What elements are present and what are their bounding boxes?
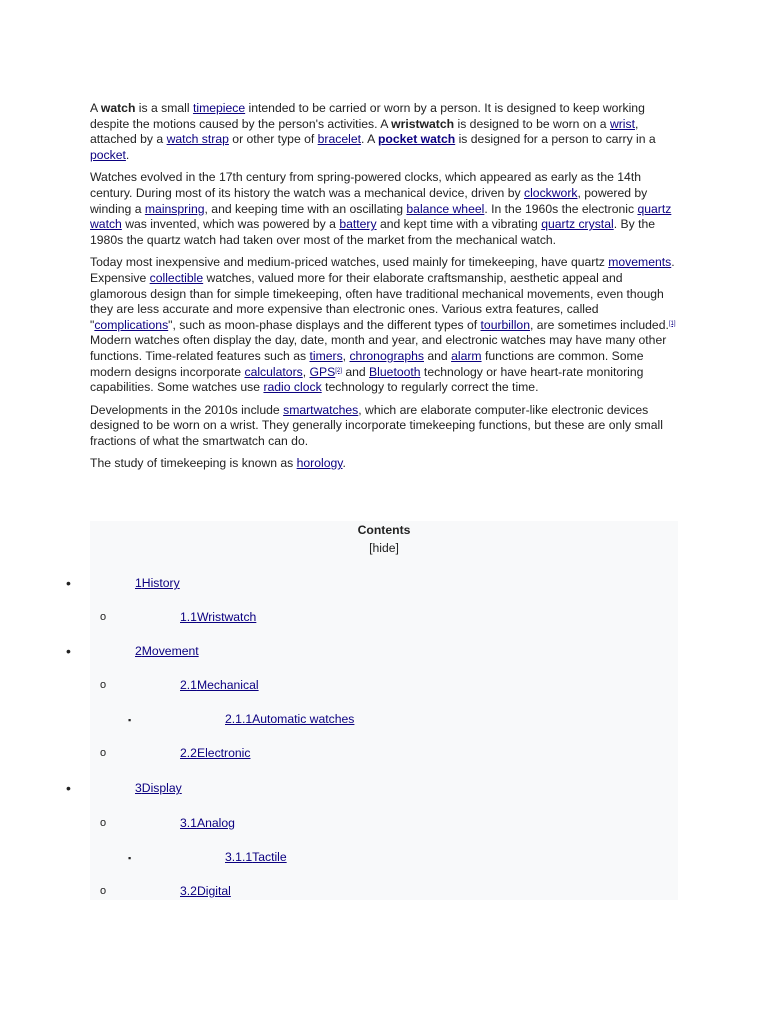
text: is designed for a person to carry in a [455, 132, 656, 147]
text: . By the 1980s the quartz watch had taken over most of the market from the mechanical watch. [90, 217, 656, 247]
toc-item-electronic[interactable]: 2.2Electronic [180, 746, 251, 760]
text: watches, valued more for their elaborate craftsmanship, aesthetic appeal and glamorous design than for simple timekeeping, often have traditional mechanical movements, even though they are less accurate and more expensive than electronic ones. Various extra features, called " [90, 270, 664, 332]
text: , which are elaborate computer-like electronic devices designed to be worn on a wrist. They generally incorporate timekeeping functions, but these are only small fractions of what the smartwatch can do. [90, 402, 663, 448]
toc-item-history[interactable]: 1History [135, 576, 180, 590]
text: Today most inexpensive and medium-priced watches, used mainly for timekeeping, have quartz [90, 255, 609, 270]
link-pocket-watch[interactable]: pocket watch [377, 132, 456, 147]
toc-bullet: • [66, 780, 71, 796]
link-balance-wheel[interactable]: balance wheel [406, 201, 485, 216]
text: is a small [135, 101, 193, 115]
link-mainspring[interactable]: mainspring [144, 201, 205, 216]
paragraph-today [90, 255, 680, 395]
toc-bullet: ▪ [128, 853, 132, 863]
toc-bullet: o [100, 747, 107, 759]
link-timers[interactable]: timers [309, 348, 343, 363]
toc-item-automatic-watches[interactable]: 2.1.1Automatic watches [225, 712, 355, 726]
text: Developments in the 2010s include [90, 402, 284, 417]
toc-bullet: o [100, 611, 107, 623]
toc-bullet: o [100, 885, 107, 897]
citation-2[interactable]: [2] [335, 367, 342, 374]
paragraph-intro [90, 101, 680, 163]
link-chronographs[interactable]: chronographs [349, 348, 424, 363]
text: . In the 1960s the electronic [484, 201, 638, 216]
toc-bullet: • [66, 643, 71, 659]
text: . [342, 456, 346, 471]
link-pocket[interactable]: pocket [90, 147, 126, 162]
link-watch-strap[interactable]: watch strap [166, 132, 229, 147]
link-wrist[interactable]: wrist [609, 116, 635, 131]
toc-item-mechanical[interactable]: 2.1Mechanical [180, 678, 259, 692]
text: and [341, 364, 370, 379]
article-body [90, 101, 680, 479]
link-movements[interactable]: movements [608, 255, 672, 270]
text: ", such as moon-phase displays and the different types of [168, 317, 481, 332]
link-battery[interactable]: battery [339, 217, 377, 232]
term-wristwatch: wristwatch [391, 116, 455, 131]
text: , and keeping time with an oscillating [204, 201, 407, 216]
link-radio-clock[interactable]: radio clock [263, 380, 322, 395]
toc-bullet: • [66, 575, 71, 591]
paragraph-history [90, 170, 680, 248]
link-collectible[interactable]: collectible [149, 270, 204, 285]
text: Modern watches often display the day, date, month and year, and electronic watches may have many other functions. Time-related features such as [90, 333, 667, 363]
toc-toggle [90, 541, 678, 557]
link-bluetooth[interactable]: Bluetooth [369, 364, 421, 379]
text: technology or have heart-rate monitoring capabilities. Some watches use [90, 364, 644, 395]
toc-bullet: o [100, 679, 107, 691]
text: and [423, 348, 452, 363]
paragraph-horology [90, 456, 680, 472]
toc-hide-button[interactable]: [hide] [369, 541, 399, 555]
link-clockwork[interactable]: clockwork [523, 185, 578, 200]
toc-item-analog[interactable]: 3.1Analog [180, 816, 235, 830]
link-timepiece[interactable]: timepiece [192, 101, 246, 115]
toc-item-digital[interactable]: 3.2Digital [180, 884, 231, 898]
toc-item-tactile[interactable]: 3.1.1Tactile [225, 850, 287, 864]
link-calculators[interactable]: calculators [244, 364, 303, 379]
link-smartwatches[interactable]: smartwatches [283, 402, 359, 417]
toc-item-wristwatch[interactable]: 1.1Wristwatch [180, 610, 257, 624]
link-tourbillon[interactable]: tourbillon [480, 317, 530, 332]
text: , [302, 364, 310, 379]
text: or other type of [228, 132, 318, 147]
text: and kept time with a vibrating [376, 217, 542, 232]
citation-1[interactable]: [1] [668, 320, 676, 327]
paragraph-developments [90, 403, 680, 450]
text: intended to be carried or worn by a person. It is designed to keep working despite the motions caused by the person's activities. A [90, 101, 645, 131]
text: . Expensive [90, 255, 675, 285]
toc-title: Contents [357, 523, 411, 537]
text: . A [361, 132, 378, 147]
link-quartz-crystal[interactable]: quartz crystal [541, 217, 614, 232]
text: was invented, which was powered by a [121, 217, 340, 232]
toc-bullet: o [100, 817, 107, 829]
text: A [90, 101, 101, 115]
text: . [125, 147, 130, 162]
text: Watches evolved in the 17th century from spring-powered clocks, which appeared as early as the 14th century. During most of its history the watch was a mechanical device, driven by [90, 170, 641, 200]
toc-item-movement[interactable]: 2Movement [135, 644, 199, 658]
link-gps[interactable]: GPS [309, 364, 336, 379]
text: functions are common. Some modern designs incorporate [90, 348, 644, 379]
text: , powered by winding a [90, 185, 648, 216]
text: , [342, 348, 350, 363]
text: , are sometimes included. [530, 317, 669, 332]
text: technology to regularly correct the time. [321, 380, 539, 395]
toc-bullet: ▪ [128, 715, 132, 725]
text: , attached by a [90, 116, 639, 147]
text: The study of timekeeping is known as [90, 456, 297, 471]
link-quartz-watch[interactable]: quartz watch [90, 201, 672, 232]
text: is designed to be worn on a [454, 116, 610, 131]
link-alarm[interactable]: alarm [451, 348, 482, 363]
link-horology[interactable]: horology [296, 456, 343, 471]
link-bracelet[interactable]: bracelet [317, 132, 362, 147]
term-watch: watch [100, 101, 136, 115]
toc-item-display[interactable]: 3Display [135, 781, 182, 795]
link-complications[interactable]: complications [94, 317, 169, 332]
